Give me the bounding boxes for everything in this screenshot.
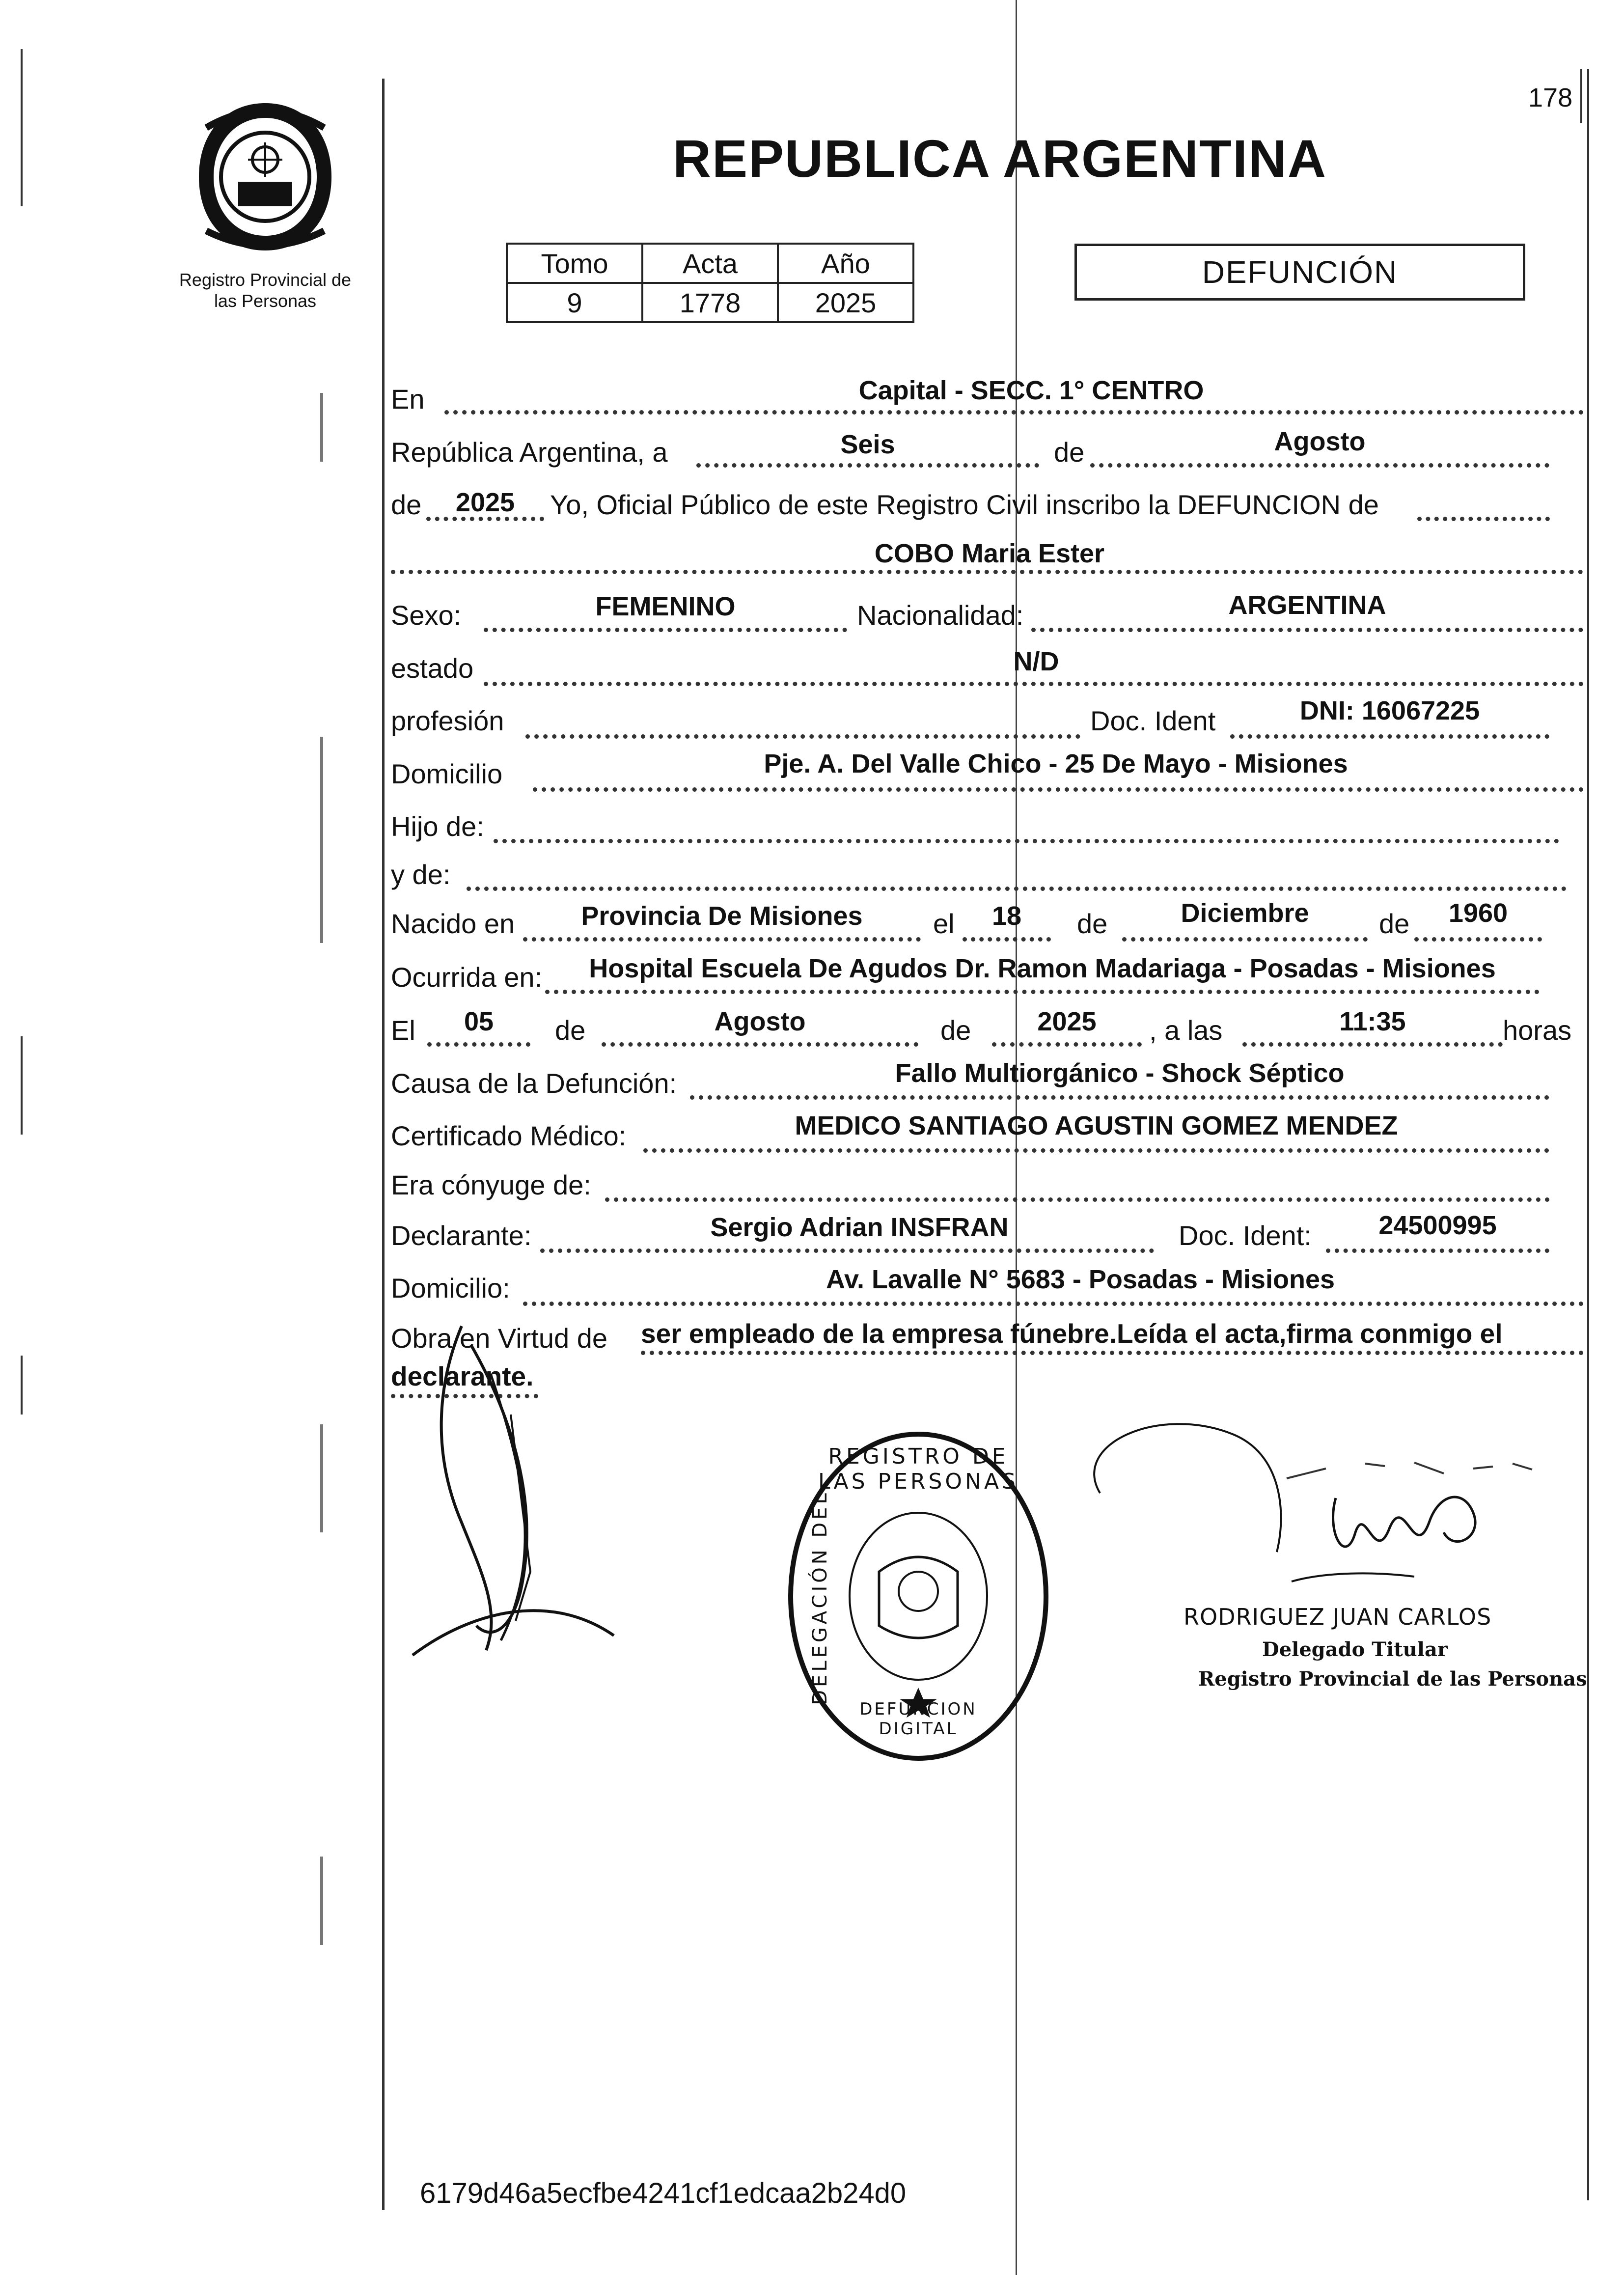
declarante-doc-value: 24500995 [1378,1211,1497,1240]
el-label: el [933,908,955,939]
birth-month-value: Diciembre [1181,898,1309,928]
certificado-dotted-line [643,1148,1549,1153]
death-month-dotted-line [602,1042,918,1047]
left-margin-line-lower-2 [21,1356,23,1415]
stamp-bottom-text: DEFUNCION DIGITAL [859,1699,977,1739]
record-type: DEFUNCIÓN [1202,254,1398,290]
tomo-header: Tomo [507,244,642,283]
hijo-de-dotted-line [494,839,1559,843]
stamp-left-text: DELEGACIÓN DEL [809,1490,831,1705]
acta-header: Acta [642,244,778,283]
causa-dotted-line [690,1095,1549,1100]
horas-label: horas [1503,1015,1572,1046]
agency-line-2: las Personas [214,291,317,311]
declarante-label: Declarante: [391,1220,532,1251]
anio-value: 2025 [778,283,913,322]
official-stamp [781,1424,1056,1768]
estado-value: N/D [1013,647,1059,676]
profesion-label: profesión [391,705,504,736]
inscribo-dotted-line [1417,517,1550,521]
y-de-dotted-line [467,887,1567,891]
estado-label: estado [391,653,474,684]
day-value: Seis [840,430,895,459]
agency-name [157,269,373,311]
nacionalidad-label: Nacionalidad: [857,600,1024,631]
document-hash: 6179d46a5ecfbe4241cf1edcaa2b24d0 [420,2177,907,2209]
declarant-signature [403,1316,629,1670]
registrar-name: RODRIGUEZ JUAN CARLOS [1184,1604,1492,1630]
page-number: 178 [1528,83,1573,112]
certificado-label: Certificado Médico: [391,1120,627,1151]
nacionalidad-dotted-line [1031,628,1583,632]
declarante-doc-dotted-line [1326,1248,1549,1253]
anio-header: Año [778,244,913,283]
margin-tick [320,393,323,462]
month-dotted-line [1090,463,1549,468]
causa-label: Causa de la Defunción: [391,1068,677,1099]
hijo-de-label: Hijo de: [391,811,484,842]
left-margin-line-lower [21,1036,23,1135]
certificado-value: MEDICO SANTIAGO AGUSTIN GOMEZ MENDEZ [795,1111,1398,1140]
en-dotted-line [444,410,1584,415]
sexo-label: Sexo: [391,600,462,631]
nacido-value: Provincia De Misiones [581,901,863,931]
domicilio-value: Pje. A. Del Valle Chico - 25 De Mayo - Misiones [764,749,1348,778]
estado-dotted-line [484,682,1584,686]
registrar-signature [1071,1405,1601,1611]
death-month-value: Agosto [714,1007,806,1036]
page-title: REPUBLICA ARGENTINA [673,129,1327,188]
birth-year-dotted-line [1414,937,1542,942]
registrar-org: Registro Provincial de las Personas [1198,1667,1587,1691]
acta-value: 1778 [642,283,778,322]
obra-dotted-line-1 [641,1351,1584,1355]
declarante-value: Sergio Adrian INSFRAN [710,1213,1009,1242]
nacionalidad-value: ARGENTINA [1228,590,1386,620]
en-label: En [391,384,425,415]
birth-de-label-2: de [1379,908,1410,939]
birth-month-dotted-line [1122,937,1368,942]
declarante-domicilio-value: Av. Lavalle N° 5683 - Posadas - Misiones [826,1265,1335,1294]
coat-of-arms-seal [192,98,339,255]
death-day-dotted-line [427,1042,530,1047]
sexo-dotted-line [484,628,847,632]
obra-value-line-1: ser empleado de la empresa fúnebre.Leída el acta,firma conmigo el [641,1318,1503,1349]
doc-ident-dotted-line [1230,734,1549,739]
content-right-rule [1587,69,1589,2200]
a-las-label: , a las [1149,1015,1223,1046]
death-year-value: 2025 [1037,1007,1097,1036]
deceased-name: COBO Maria Ester [874,539,1105,568]
en-value: Capital - SECC. 1° CENTRO [858,376,1204,405]
left-margin-line [21,49,23,206]
sexo-value: FEMENINO [595,592,736,621]
death-el-label: El [391,1015,415,1046]
declarante-domicilio-label: Domicilio: [391,1273,510,1304]
content-left-rule [382,79,385,2210]
margin-tick [320,1857,323,1945]
inscribo-text: Yo, Oficial Público de este Registro Civil inscribo la DEFUNCION de [550,489,1379,520]
obra-value-line-2: declarante. [391,1361,534,1391]
stamp-top-text: REGISTRO DE LAS PERSONAS [818,1444,1018,1494]
time-value: 11:35 [1339,1007,1406,1036]
ocurrida-value: Hospital Escuela De Agudos Dr. Ramon Madariaga - Posadas - Misiones [589,954,1496,983]
day-dotted-line [696,463,1039,468]
doc-ident-value: DNI: 16067225 [1299,696,1480,725]
republica-label: República Argentina, a [391,437,668,468]
year-prefix-label: de [391,489,422,520]
name-dotted-line [391,570,1583,574]
nacido-dotted-line [523,937,921,942]
agency-line-1: Registro Provincial de [179,270,352,290]
death-de-label-2: de [940,1015,971,1046]
death-de-label: de [555,1015,586,1046]
year-value: 2025 [455,488,515,517]
profesion-dotted-line [525,734,1080,739]
record-type-box [1074,244,1525,301]
death-day-value: 05 [464,1007,494,1036]
death-year-dotted-line [992,1042,1142,1047]
ocurrida-dotted-line [545,990,1540,994]
obra-label: Obra en Virtud de [391,1323,608,1354]
pageno-rule [1580,69,1582,123]
birth-day-dotted-line [963,937,1051,942]
y-de-label: y de: [391,859,451,890]
domicilio-label: Domicilio [391,758,503,789]
ocurrida-label: Ocurrida en: [391,962,543,993]
domicilio-dotted-line [533,787,1584,792]
reference-table [506,243,914,323]
declarante-dotted-line [540,1248,1154,1253]
margin-tick [320,737,323,943]
margin-tick [320,1424,323,1532]
declarante-doc-label: Doc. Ident: [1179,1220,1312,1251]
year-dotted-line [426,517,544,521]
birth-year-value: 1960 [1448,898,1508,928]
tomo-value: 9 [507,283,642,322]
declarante-domicilio-dotted-line [523,1302,1584,1306]
doc-ident-label: Doc. Ident [1090,705,1216,736]
month-value: Agosto [1274,427,1366,456]
de-label: de [1054,437,1085,468]
nacido-label: Nacido en [391,908,515,939]
registrar-role: Delegado Titular [1262,1638,1448,1661]
conyuge-label: Era cónyuge de: [391,1169,591,1200]
conyuge-dotted-line [605,1197,1550,1202]
birth-de-label: de [1077,908,1108,939]
birth-day-value: 18 [991,901,1022,931]
causa-value: Fallo Multiorgánico - Shock Séptico [895,1058,1345,1088]
time-dotted-line [1242,1042,1503,1047]
